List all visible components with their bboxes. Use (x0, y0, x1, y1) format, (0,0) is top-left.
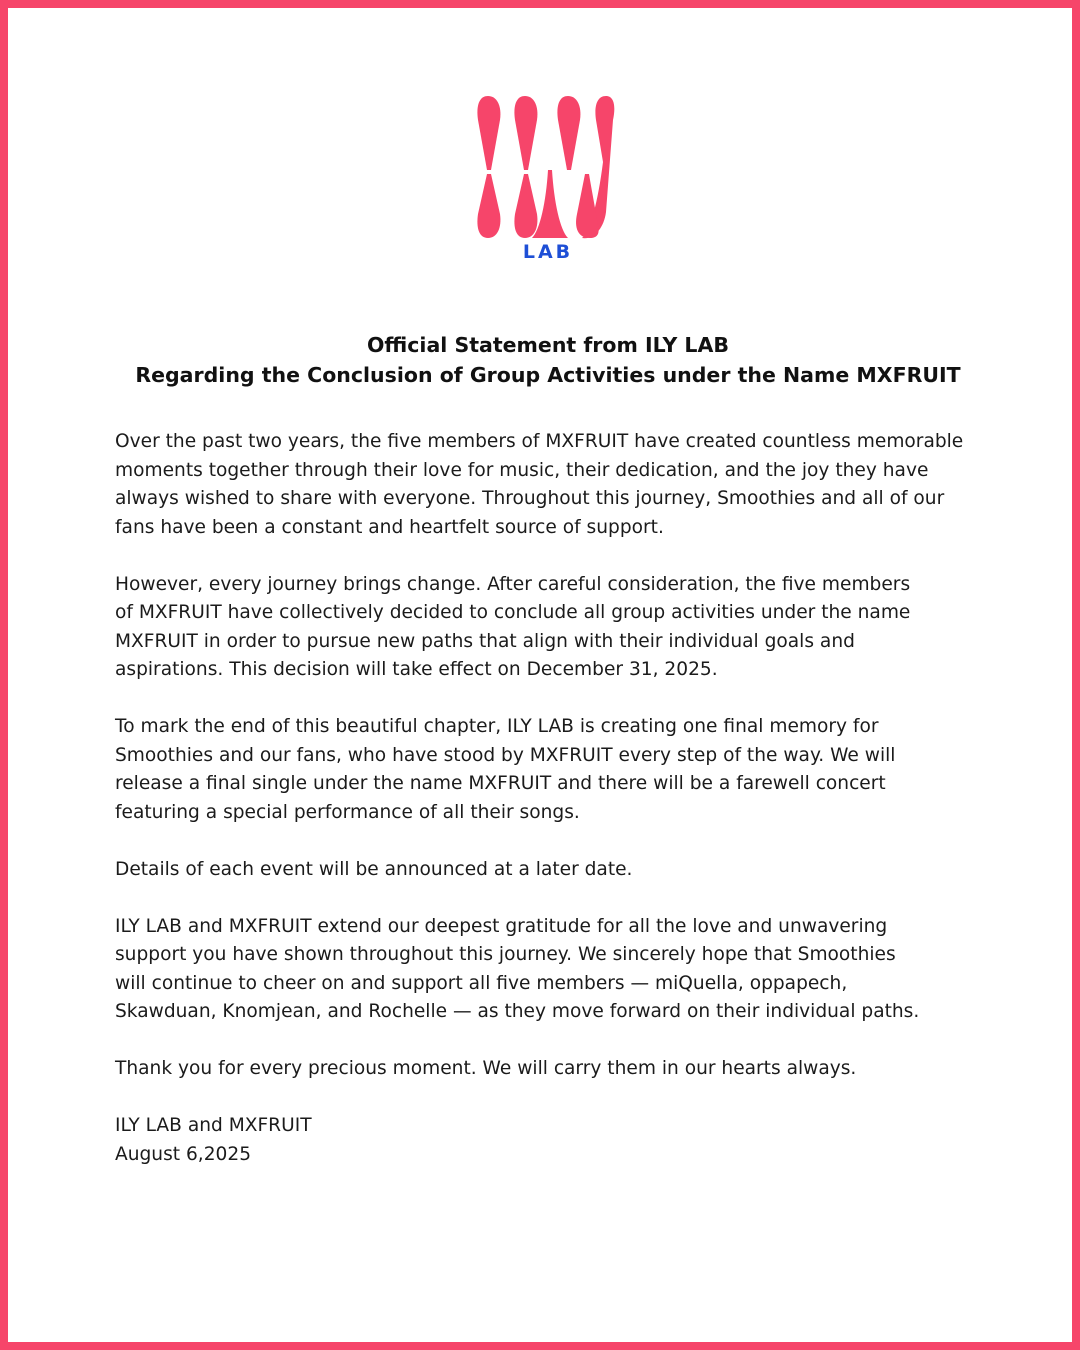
logo-lab-text: LAB (522, 241, 574, 263)
paragraph-line: featuring a special performance of all their songs. (115, 801, 580, 823)
paragraph-line: Thank you for every precious moment. We will carry them in our hearts always. (115, 1058, 857, 1079)
signature-name: ILY LAB and MXFRUIT (115, 1115, 312, 1136)
statement-body (115, 428, 995, 1169)
paragraph-line: aspirations. This decision will take effect on December 31, 2025. (115, 659, 718, 680)
paragraph-5 (115, 913, 995, 1027)
paragraph-line: To mark the end of this beautiful chapter, ILY LAB is creating one final memory for (115, 716, 879, 737)
paragraph-line: always wished to share with everyone. Throughout this journey, Smoothies and all of our (115, 488, 945, 509)
headline-line-1: Official Statement from ILY LAB (366, 333, 729, 357)
ily-logo-mark (470, 92, 626, 264)
paragraph-line: moments together through their love for music, their dedication, and the joy they have (115, 459, 929, 481)
paragraph-line: ILY LAB and MXFRUIT extend our deepest gratitude for all the love and unwavering (115, 915, 888, 937)
paragraph-3 (115, 713, 995, 827)
paragraph-line: Over the past two years, the five members of MXFRUIT have created countless memorable (115, 431, 964, 452)
paragraph-line: fans have been a constant and heartfelt source of support. (115, 516, 664, 538)
paragraph-line: However, every journey brings change. After careful consideration, the five members (115, 573, 911, 595)
paragraph-line: Skawduan, Knomjean, and Rochelle — as they move forward on their individual paths. (115, 1001, 920, 1022)
paragraph-line: will continue to cheer on and support all five members — miQuella, oppapech, (115, 972, 848, 994)
paragraph-line: support you have shown throughout this journey. We sincerely hope that Smoothies (115, 944, 896, 965)
ily-lab-logo (470, 92, 626, 264)
paragraph-line: MXFRUIT in order to pursue new paths that align with their individual goals and (115, 630, 855, 652)
statement-headline (68, 330, 1028, 390)
paragraph-line: release a final single under the name MXFRUIT and there will be a farewell concert (115, 773, 886, 794)
paragraph-2 (115, 571, 995, 685)
paragraph-line: of MXFRUIT have collectively decided to conclude all group activities under the name (115, 602, 911, 623)
signature-date: August 6,2025 (115, 1143, 252, 1165)
signature-block (115, 1112, 995, 1169)
paragraph-6 (115, 1055, 995, 1084)
paragraph-1 (115, 428, 995, 542)
paragraph-line: Details of each event will be announced at a later date. (115, 858, 633, 880)
headline-line-2: Regarding the Conclusion of Group Activities under the Name MXFRUIT (135, 363, 961, 387)
paragraph-line: Smoothies and our fans, who have stood by MXFRUIT every step of the way. We will (115, 744, 896, 766)
paragraph-4 (115, 856, 995, 885)
